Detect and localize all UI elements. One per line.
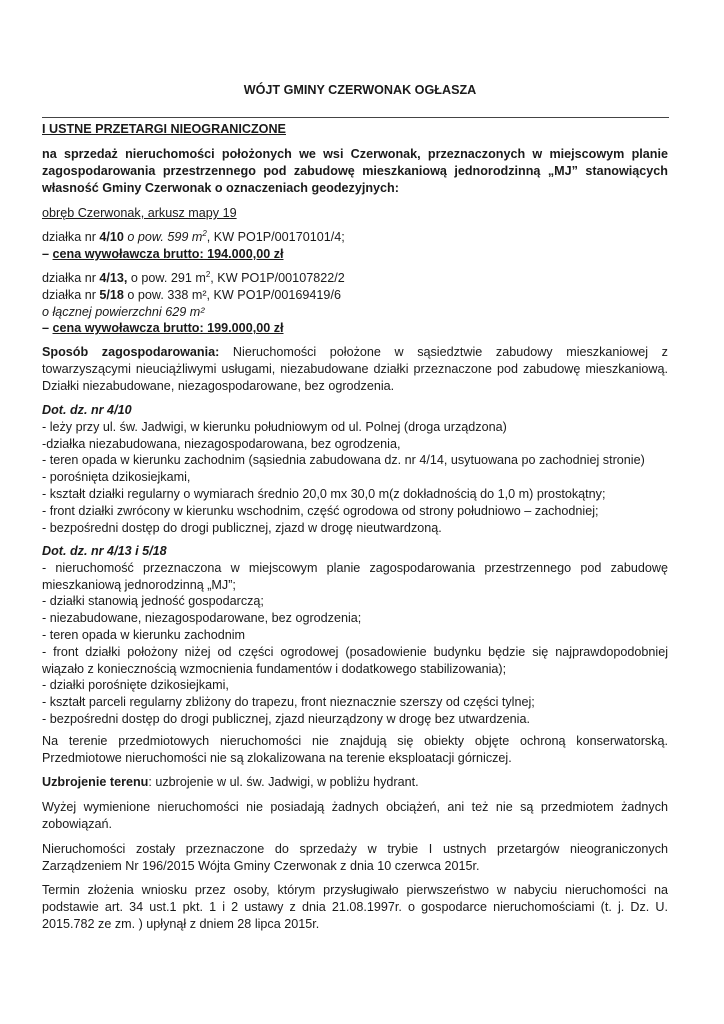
plot-prefix: działka nr	[42, 287, 100, 302]
plot-number: 4/13,	[99, 271, 128, 285]
plot-number: 4/10	[99, 230, 124, 244]
total-area: o łącznej powierzchni 629 m²	[42, 304, 205, 319]
plot-prefix: działka nr	[42, 230, 100, 244]
plot-prefix: działka nr	[42, 271, 100, 285]
plot-area-sup: 2	[202, 229, 207, 238]
detail-line: - teren opada w kierunku zachodnim	[42, 627, 246, 642]
plot-rest: o pow. 338 m², KW PO1P/00169419/6	[123, 287, 341, 302]
utilities-paragraph	[42, 774, 668, 791]
usage-text: Nieruchomości położone w sąsiedztwie zabudowy mieszkaniowej z towarzyszącymi nieuciążliwymi usługami, niezabudowane działki przeznaczone pod zabudowę mieszkaniową. Działki niezabudowane, niezagospodarowane, bez ogrodzenia.	[42, 345, 668, 393]
detail-line: - porośnięta dzikosiejkami,	[42, 470, 191, 485]
plots-4-13-5-18-details	[42, 543, 668, 728]
deadline-paragraph: Termin złożenia wniosku przez osoby, którym przysługiwało pierwszeństwo w nabyciu nieruchomości na podstawie art. 34 ust.1 pkt. 1 i 2 ustawy z dnia 21.08.1997r. o gospodarce nieruchomościami (t. j. Dz. U. 2015.782 ze zm. ) upłynął z dniem 28 lipca 2015r.	[42, 883, 668, 931]
utilities-label: Uzbrojenie terenu	[42, 775, 149, 789]
plot-4-10-details	[42, 402, 668, 536]
utilities-text: : uzbrojenie w ul. św. Jadwigi, w pobliżu hydrant.	[148, 775, 419, 789]
detail-line: - teren opada w kierunku zachodnim (sąsiednia zabudowana dz. nr 4/14, usytuowana po zachodniej stronie)	[42, 453, 645, 468]
plot-area: o pow. 599 m	[123, 230, 203, 244]
plot-kw: , KW PO1P/00107822/2	[210, 271, 345, 285]
document-title: WÓJT GMINY CZERWONAK OGŁASZA	[243, 83, 477, 97]
detail-line: - działki porośnięte dzikosiejkami,	[42, 678, 229, 693]
section-heading: I USTNE PRZETARGI NIEOGRANICZONE	[42, 122, 286, 136]
detail-line: - bezpośredni dostęp do drogi publicznej, zjazd nieurządzony w drogę bez utwardzenia.	[42, 711, 530, 726]
intro-paragraph: na sprzedaż nieruchomości położonych we wsi Czerwonak, przeznaczonych w miejscowym planie zagospodarowania przestrzennego pod zabudowę mieszkaniową jednorodzinną „MJ” stanowiących własność Gminy Czerwonak o oznaczeniach geodezyjnych:	[42, 147, 668, 195]
usage-label: Sposób zagospodarowania:	[42, 345, 220, 359]
detail-line: - front działki zwrócony w kierunku wschodnim, część ogrodowa od strony południowo – zachodniej;	[42, 503, 599, 518]
price-label: cena wywoławcza brutto: 194.000,00 zł	[52, 246, 284, 261]
details-heading: Dot. dz. nr 4/10	[42, 403, 132, 417]
detail-line: -działka niezabudowana, niezagospodarowana, bez ogrodzenia,	[42, 436, 401, 451]
detail-line: - nieruchomość przeznaczona w miejscowym planie zagospodarowania przestrzennego pod zabudowę mieszkaniową jednorodzinną „MJ”;	[42, 560, 668, 592]
plots-4-13-5-18	[42, 270, 668, 337]
detail-line: - kształt działki regularny o wymiarach średnio 20,0 mx 30,0 m(z dokładnością do 1,0 m) prostokątny;	[42, 486, 606, 501]
title-divider	[42, 117, 669, 118]
detail-line: - niezabudowane, niezagospodarowane, bez ogrodzenia;	[42, 611, 362, 626]
detail-line: - działki stanowią jedność gospodarczą;	[42, 594, 264, 609]
details-heading: Dot. dz. nr 4/13 i 5/18	[42, 544, 167, 558]
encumbrances-paragraph: Wyżej wymienione nieruchomości nie posiadają żadnych obciążeń, ani też nie są przedmiotem żadnych zobowiązań.	[42, 800, 668, 831]
conservation-paragraph: Na terenie przedmiotowych nieruchomości nie znajdują się obiekty objęte ochroną konserwatorską. Przedmiotowe nieruchomości nie są zlokalizowana na terenie eksploatacji górniczej.	[42, 734, 668, 765]
price-dash: –	[42, 321, 53, 336]
plot-kw: , KW PO1P/00170101/4;	[206, 230, 345, 244]
plot-area: o pow. 291 m	[127, 271, 206, 285]
location-line: obręb Czerwonak, arkusz mapy 19	[42, 206, 237, 220]
detail-line: - leży przy ul. św. Jadwigi, w kierunku południowym od ul. Polnej (droga urządzona)	[42, 419, 507, 434]
plot-4-10	[42, 229, 668, 263]
ordinance-paragraph: Nieruchomości zostały przeznaczone do sprzedaży w trybie I ustnych przetargów nieograniczonych Zarządzeniem Nr 196/2015 Wójta Gminy Czerwonak z dnia 10 czerwca 2015r.	[42, 842, 668, 873]
detail-line: - front działki położony niżej od części ogrodowej (posadowienie budynku będzie się najprawdopodobniej wiązało z koniecznością wzmocnienia fundamentów i dodatkowego stabilizowania);	[42, 644, 668, 676]
price-label: cena wywoławcza brutto: 199.000,00 zł	[52, 321, 284, 336]
detail-line: - bezpośredni dostęp do drogi publicznej, zjazd w drogę nieutwardzoną.	[42, 520, 442, 535]
price-dash: –	[42, 246, 53, 261]
detail-line: - kształt parceli regularny zbliżony do trapezu, front nieznacznie szerszy od części tylnej;	[42, 695, 535, 710]
plot-area-sup: 2	[205, 270, 211, 279]
plot-number: 5/18	[99, 287, 124, 302]
usage-paragraph	[42, 344, 668, 394]
